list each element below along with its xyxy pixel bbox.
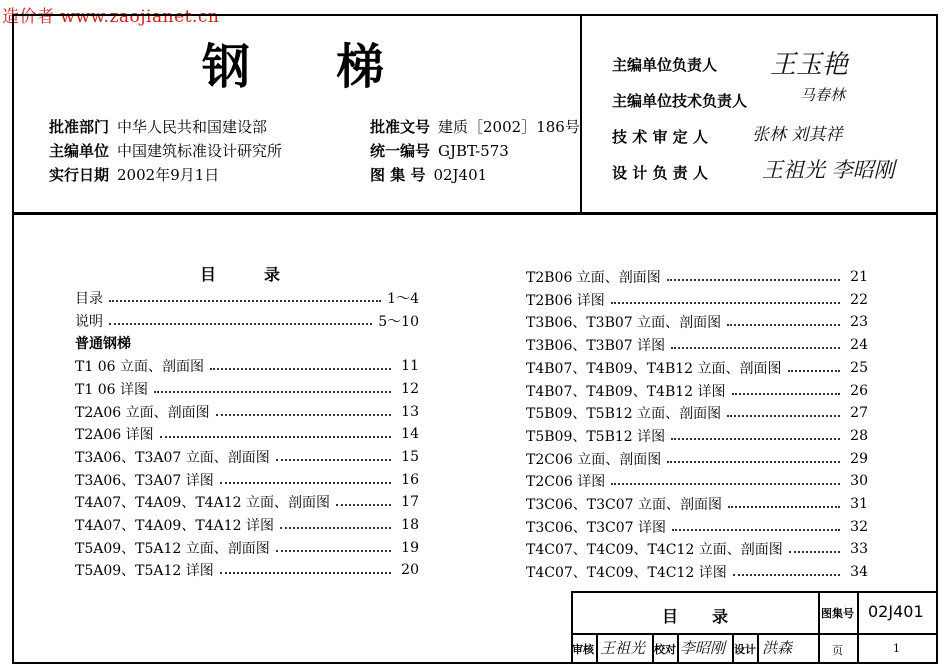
toc-entry-title: T3B06、T3B07 立面、剖面图 [526, 315, 722, 332]
title-block-page-value: 1 [893, 642, 900, 655]
toc-entry [75, 424, 419, 444]
toc-leader-dots [160, 436, 391, 438]
title-block-vline [677, 633, 679, 664]
document-title-char-2: 梯 [336, 39, 385, 95]
toc-leader-dots [667, 461, 840, 463]
title-block-vline [757, 633, 759, 664]
meta-atlas-no [370, 164, 487, 185]
toc-entry-page: 25 [850, 359, 868, 376]
toc-entry-title: T2C06 立面、剖面图 [526, 451, 662, 468]
toc-leader-dots [732, 393, 841, 395]
toc-leader-dots [220, 572, 391, 574]
toc-entry [526, 403, 868, 423]
toc-entry-page: 13 [401, 403, 419, 420]
toc-leader-dots [728, 506, 840, 508]
toc-leader-dots [154, 391, 391, 393]
toc-entry-page: 26 [850, 382, 868, 399]
toc-entry-page: 29 [850, 450, 868, 467]
signature-tech-head: 马春林 [800, 86, 846, 104]
document-title-char-1: 钢 [202, 39, 251, 95]
toc-entry [75, 515, 419, 535]
toc-entry [526, 562, 868, 582]
toc-entry-title: T1 06 立面、剖面图 [75, 359, 204, 376]
toc-entry-title: T3A06、T3A07 立面、剖面图 [75, 449, 270, 466]
toc-entry-title: T2B06 详图 [526, 292, 605, 309]
toc-entry [526, 471, 868, 491]
toc-leader-dots [336, 504, 391, 506]
title-block-check-signature: 李昭刚 [680, 639, 726, 657]
toc-entry [526, 381, 868, 401]
meta-value: 建质［2002］186号 [438, 118, 580, 136]
toc-entry [75, 379, 419, 399]
toc-leader-dots [671, 438, 840, 440]
toc-entry-page: 20 [401, 562, 419, 579]
toc-entry [75, 470, 419, 490]
toc-entry [526, 267, 868, 287]
toc-entry-page: 19 [401, 539, 419, 556]
toc-leader-dots [276, 459, 391, 461]
toc-entry [75, 288, 419, 308]
toc-entry [75, 402, 419, 422]
title-block-divider [571, 633, 938, 635]
toc-entry [526, 358, 868, 378]
toc-entry-page: 22 [850, 291, 868, 308]
title-block-name-char-2: 录 [712, 607, 729, 626]
toc-entry-page: 5～10 [378, 313, 419, 330]
title-block-design-label: 设计 [734, 643, 756, 656]
toc-entry [526, 312, 868, 332]
title-block-review-label: 审核 [572, 643, 594, 656]
meta-value: 02J401 [433, 166, 488, 184]
meta-chief-unit [49, 140, 282, 161]
toc-entry-page: 11 [401, 358, 419, 375]
toc-entry-title: T4C07、T4C09、T4C12 详图 [526, 565, 727, 582]
toc-leader-dots [733, 574, 840, 576]
toc-leader-dots [276, 550, 391, 552]
meta-approval-doc [370, 116, 580, 137]
toc-entry-title: T2C06 详图 [526, 474, 606, 491]
signature-tech-reviewer: 张林 刘其祥 [752, 125, 843, 145]
toc-entry [75, 447, 419, 467]
toc-entry-title: T2A06 立面、剖面图 [75, 404, 210, 421]
toc-leader-dots [216, 414, 391, 416]
toc-entry-title: T3A06、T3A07 详图 [75, 472, 214, 489]
title-block-atlas-value: 02J401 [868, 602, 924, 621]
meta-label: 统一编号 [370, 142, 431, 160]
toc-leader-dots [210, 368, 391, 370]
meta-value: GJBT-573 [438, 142, 509, 160]
toc-entry-title: T4A07、T4A09、T4A12 详图 [75, 518, 274, 534]
toc-leader-dots [788, 370, 841, 372]
toc-entry-page: 12 [401, 380, 419, 397]
toc-heading-char-2: 录 [264, 265, 281, 284]
signature-design-head: 王祖光 李昭刚 [762, 158, 895, 182]
meta-label: 批准文号 [370, 118, 431, 136]
toc-entry-title: T3B06、T3B07 详图 [526, 338, 666, 355]
title-block-vline [857, 591, 859, 664]
toc-entry-page: 1～4 [387, 291, 419, 307]
meta-value: 2002年9月1日 [117, 166, 220, 184]
toc-entry-page: 32 [850, 518, 868, 535]
meta-label: 实行日期 [49, 166, 110, 184]
toc-entry-title: T3C06、T3C07 立面、剖面图 [526, 497, 722, 513]
toc-entry-title: T2A06 详图 [75, 427, 154, 444]
toc-entry-title: T2B06 立面、剖面图 [526, 270, 661, 286]
toc-entry-page: 18 [401, 517, 419, 533]
toc-entry-page: 23 [850, 314, 868, 331]
toc-entry-page: 21 [850, 269, 868, 285]
toc-entry-title: T1 06 详图 [75, 381, 148, 398]
watermark-text: 造价者 www.zaojianet.cn [2, 7, 220, 27]
toc-entry [526, 290, 868, 310]
toc-entry [526, 517, 868, 537]
resp-tech-head-label: 主编单位技术负责人 [612, 92, 748, 110]
toc-entry-page: 33 [850, 541, 868, 558]
toc-entry [75, 356, 419, 376]
toc-heading [200, 262, 280, 285]
toc-entry-title: T4C07、T4C09、T4C12 立面、剖面图 [526, 542, 783, 559]
toc-entry-page: 30 [850, 473, 868, 490]
toc-entry-page: 27 [850, 405, 868, 422]
toc-leader-dots [109, 300, 381, 302]
toc-entry-page: 15 [401, 448, 419, 465]
toc-entry-title: 目录 [75, 291, 103, 307]
title-block-vline [818, 591, 820, 664]
resp-tech-reviewer-label: 技 术 审 定 人 [612, 128, 708, 146]
toc-leader-dots [667, 279, 840, 281]
toc-entry-title: 说明 [75, 313, 103, 330]
toc-leader-dots [280, 527, 391, 529]
toc-section-heading [75, 333, 419, 353]
title-block-page-label: 页 [832, 644, 843, 657]
toc-entry-title: T4B07、T4B09、T4B12 立面、剖面图 [526, 360, 782, 377]
title-block-review-signature: 王祖光 [600, 639, 646, 657]
toc-entry-title: T3C06、T3C07 详图 [526, 519, 666, 536]
toc-entry [75, 492, 419, 512]
resp-design-head-label: 设 计 负 责 人 [612, 164, 708, 182]
toc-entry [526, 494, 868, 514]
meta-unified-no [370, 140, 509, 161]
toc-entry [526, 426, 868, 446]
toc-leader-dots [727, 324, 840, 326]
meta-value: 中华人民共和国建设部 [117, 118, 268, 136]
title-block-name-char-1: 目 [662, 607, 679, 626]
toc-entry-title: T4B07、T4B09、T4B12 详图 [526, 383, 726, 400]
toc-heading-char-1: 目 [200, 265, 217, 284]
title-block-design-signature: 洪森 [762, 639, 793, 657]
toc-entry-page: 24 [850, 337, 868, 354]
toc-entry [526, 539, 868, 559]
toc-entry [75, 560, 419, 580]
meta-value: 中国建筑标准设计研究所 [117, 142, 283, 160]
toc-entry-page: 17 [401, 494, 419, 511]
toc-entry-title: T5A09、T5A12 详图 [75, 563, 214, 580]
toc-entry-page: 16 [401, 471, 419, 488]
signature-chief-unit-head: 王玉艳 [770, 50, 849, 80]
toc-entry-page: 31 [850, 496, 868, 512]
toc-leader-dots [109, 323, 372, 325]
toc-entry-title: T5A09、T5A12 立面、剖面图 [75, 540, 270, 557]
toc-leader-dots [672, 529, 840, 531]
meta-effective-date [49, 164, 219, 185]
toc-leader-dots [611, 483, 840, 485]
toc-leader-dots [671, 347, 840, 349]
title-block-atlas-label: 图集号 [821, 607, 854, 620]
toc-entry-page: 34 [850, 564, 868, 581]
toc-leader-dots [220, 482, 391, 484]
meta-label: 批准部门 [49, 118, 110, 136]
toc-entry-page: 28 [850, 427, 868, 444]
title-block-vline [596, 633, 598, 664]
toc-entry [75, 538, 419, 558]
toc-leader-dots [789, 551, 840, 553]
toc-entry-title: 普通钢梯 [75, 336, 131, 353]
toc-entry-title: T5B09、T5B12 立面、剖面图 [526, 406, 722, 423]
toc-leader-dots [727, 415, 840, 417]
meta-label: 图 集 号 [370, 166, 426, 184]
toc-entry [526, 449, 868, 469]
toc-entry [75, 311, 419, 331]
header-divider-vertical [580, 14, 582, 214]
toc-entry-title: T4A07、T4A09、T4A12 立面、剖面图 [75, 495, 330, 512]
title-block-check-label: 校对 [654, 643, 676, 656]
header-divider-horizontal [12, 212, 938, 215]
toc-entry-page: 14 [401, 426, 419, 443]
resp-chief-unit-head-label: 主编单位负责人 [612, 56, 718, 74]
meta-approval-dept [49, 116, 267, 137]
meta-label: 主编单位 [49, 142, 110, 160]
toc-leader-dots [611, 302, 840, 304]
toc-entry [526, 335, 868, 355]
toc-entry-title: T5B09、T5B12 详图 [526, 428, 666, 445]
